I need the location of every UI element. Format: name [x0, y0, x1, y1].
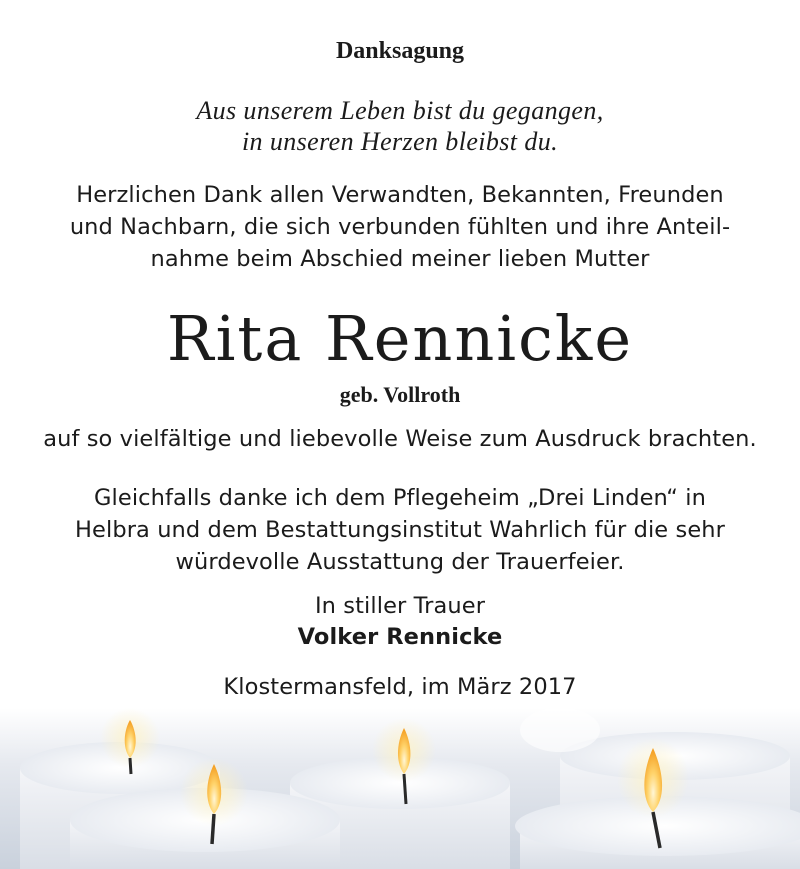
intro-line-2: und Nachbarn, die sich verbunden fühlten und ihre Anteil- [69, 214, 731, 240]
thanks-line-3: würdevolle Ausstattung der Trauerfeier. [175, 549, 625, 575]
mourning-line: In stiller Trauer [314, 593, 486, 619]
candles-image [0, 708, 800, 869]
signer-name: Volker Rennicke [297, 624, 503, 650]
deceased-name: Rita Rennicke [166, 302, 634, 375]
heading: Danksagung [335, 38, 465, 64]
intro-line-3: nahme beim Abschied meiner lieben Mutter [150, 246, 650, 272]
verse-line-1: Aus unserem Leben bist du gegangen, [196, 96, 604, 125]
thanks-line-1: Gleichfalls danke ich dem Pflegeheim „Drei Linden“ in [93, 485, 706, 511]
intro-line-1: Herzlichen Dank allen Verwandten, Bekannten, Freunden [76, 182, 724, 208]
verse-line-2: in unseren Herzen bleibst du. [241, 127, 559, 156]
birth-name: geb. Vollroth [339, 382, 461, 407]
place-date: Klostermansfeld, im März 2017 [223, 674, 577, 700]
thanks-line-2: Helbra und dem Bestattungsinstitut Wahrlich für die sehr [75, 517, 725, 543]
expression-line: auf so vielfältige und liebevolle Weise zum Ausdruck brachten. [43, 426, 757, 452]
